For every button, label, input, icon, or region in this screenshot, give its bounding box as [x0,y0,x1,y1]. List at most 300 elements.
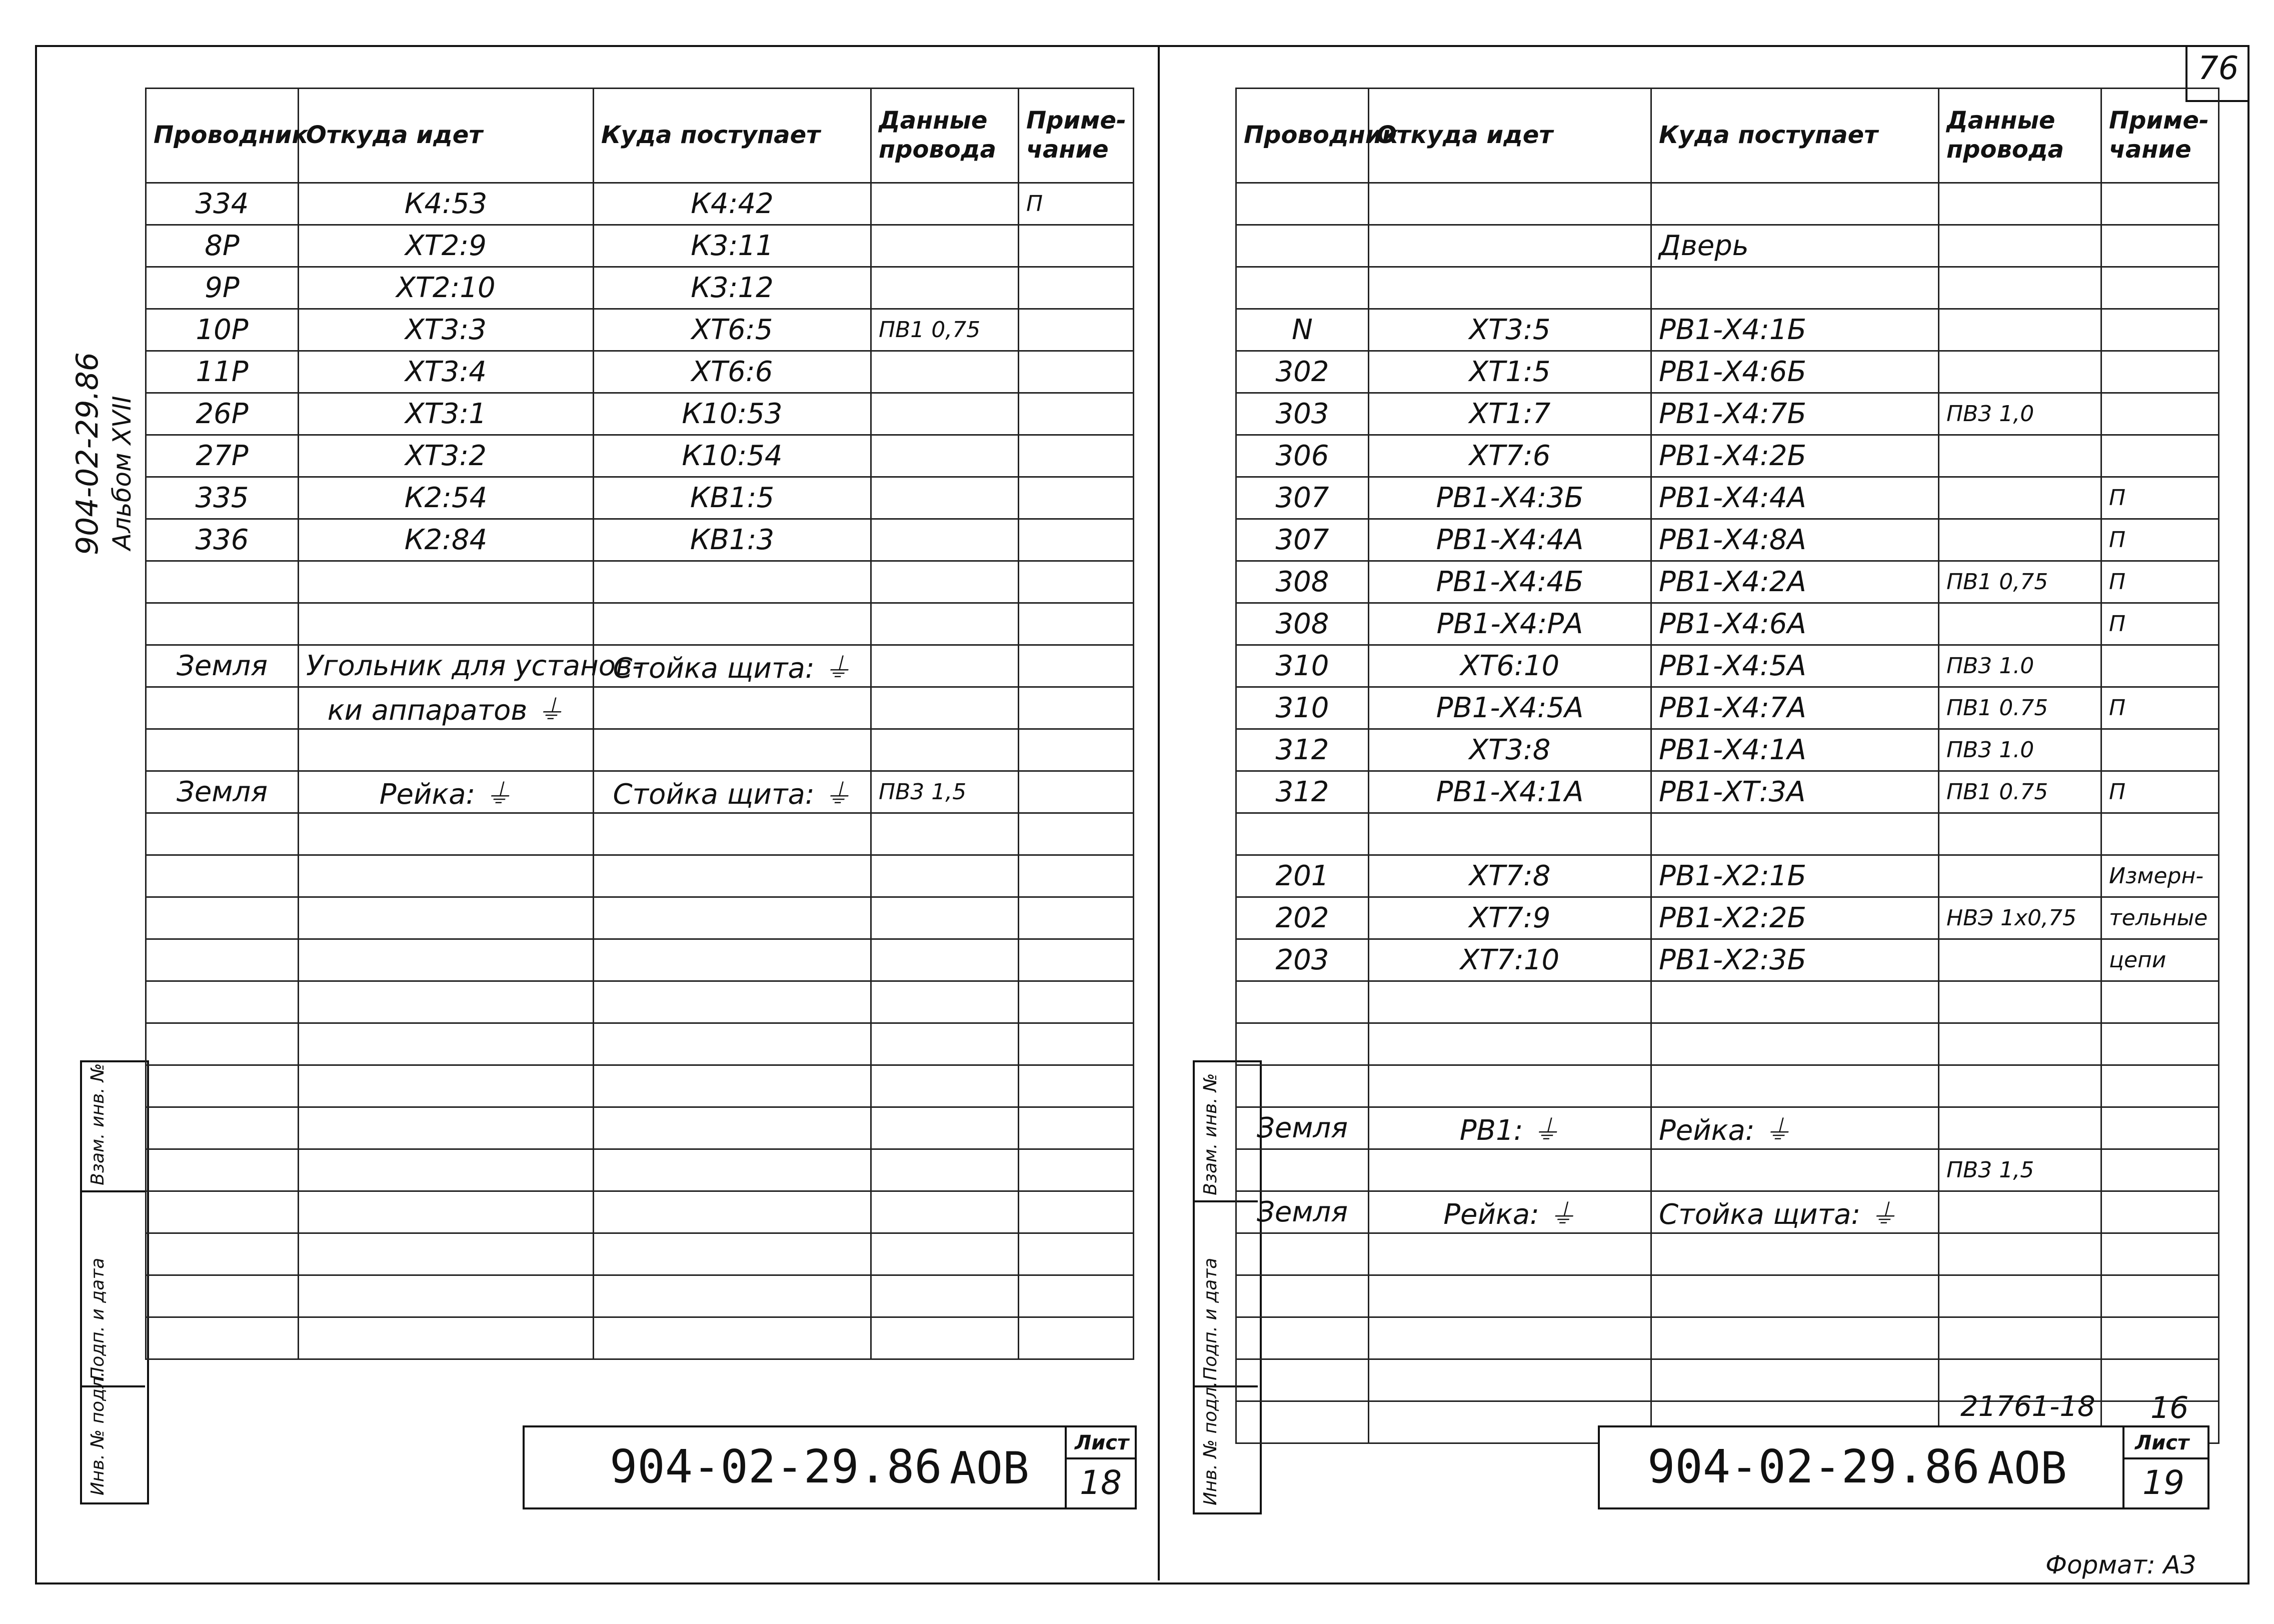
cell-from [299,1065,594,1107]
cell-note [1019,435,1134,477]
cell-note [1019,477,1134,519]
cell-conductor: 203 [1236,939,1369,981]
cell-from [1369,1359,1651,1401]
cell-to [594,1023,871,1065]
cell-from [1369,1065,1651,1107]
cell-from: ХТ6:10 [1369,645,1651,687]
cell-from: ХТ2:10 [299,267,594,309]
cell-wire-data [871,1317,1019,1359]
cell-to [1651,267,1939,309]
table-row [1236,1149,2219,1191]
cell-conductor: 310 [1236,687,1369,729]
cell-wire-data [871,729,1019,771]
table-row [1236,645,2219,687]
cell-note [1019,855,1134,897]
cell-conductor [1236,1359,1369,1401]
cell-wire-data [871,561,1019,603]
cell-from [1369,1233,1651,1275]
cell-note [1019,1317,1134,1359]
cell-from: РВ1-Х4:5А [1369,687,1651,729]
table-row [146,393,1134,435]
cell-note [2101,1275,2219,1317]
cell-from [299,1023,594,1065]
cell-wire-data [871,267,1019,309]
cell-note [2101,183,2219,225]
cell-note [1019,687,1134,729]
table-row [1236,687,2219,729]
header-conductor: Проводник [146,89,299,183]
cell-to: Стойка щита: ⏚ [1651,1191,1939,1233]
table-row [1236,1023,2219,1065]
cell-to: КВ1:5 [594,477,871,519]
cell-from: РВ1-Х4:3Б [1369,477,1651,519]
table-row [146,435,1134,477]
cell-note: П [2101,561,2219,603]
table-row [1236,267,2219,309]
cell-wire-data [871,1107,1019,1149]
cell-to [594,561,871,603]
cell-wire-data [1939,267,2101,309]
cell-to [594,1149,871,1191]
cell-to [594,1233,871,1275]
cell-to: РВ1-Х4:1Б [1651,309,1939,351]
cell-note [2101,645,2219,687]
cell-note [1019,729,1134,771]
cell-to [594,1191,871,1233]
cell-conductor [1236,1065,1369,1107]
header-conductor: Проводник [1236,89,1369,183]
table-row [1236,1233,2219,1275]
cell-from [299,855,594,897]
cell-from: ХТ7:10 [1369,939,1651,981]
cell-to: РВ1-Х2:2Б [1651,897,1939,939]
cell-wire-data [871,1191,1019,1233]
cell-to: РВ1-Х4:1А [1651,729,1939,771]
table-row [146,603,1134,645]
cell-conductor [146,561,299,603]
cell-wire-data: ПВ3 1.0 [1939,729,2101,771]
cell-note [2101,225,2219,267]
stamp-sheet-label: Лист [1075,1431,1129,1454]
table-row [1236,351,2219,393]
cell-wire-data: ПВ3 1,5 [871,771,1019,813]
right-title-stamp [1598,1425,2209,1509]
cell-from: ХТ3:1 [299,393,594,435]
cell-from [1369,981,1651,1023]
table-row [1236,729,2219,771]
cell-note [2101,267,2219,309]
header-from: Откуда идет [299,89,594,183]
cell-wire-data [871,687,1019,729]
header-to: Куда поступает [1651,89,1939,183]
cell-conductor: 302 [1236,351,1369,393]
cell-conductor: 308 [1236,561,1369,603]
cell-conductor [1236,267,1369,309]
cell-from: ХТ3:2 [299,435,594,477]
cell-conductor [146,1275,299,1317]
cell-from: ХТ1:5 [1369,351,1651,393]
cell-note [1019,519,1134,561]
table-row [146,519,1134,561]
cell-note [1019,1149,1134,1191]
cell-to [1651,1233,1939,1275]
cell-wire-data: ПВ3 1,0 [1939,393,2101,435]
cell-wire-data [1939,939,2101,981]
cell-to: РВ1-Х4:2Б [1651,435,1939,477]
table-row [1236,1317,2219,1359]
cell-wire-data [1939,855,2101,897]
cell-to [1651,183,1939,225]
cell-from [1369,1023,1651,1065]
cell-from [1369,1317,1651,1359]
side-label-inv-orig: Инв. № подл. [88,1371,108,1495]
cell-note [2101,1107,2219,1149]
cell-conductor [146,897,299,939]
cell-note [2101,1065,2219,1107]
cell-wire-data [871,351,1019,393]
side-label-replace-inv: Взам. инв. № [88,1063,108,1185]
cell-wire-data: ПВ3 1.0 [1939,645,2101,687]
table-row [146,351,1134,393]
cell-wire-data: ПВ1 0.75 [1939,771,2101,813]
cell-conductor: 201 [1236,855,1369,897]
table-row [1236,1065,2219,1107]
cell-note [1019,267,1134,309]
cell-conductor: 308 [1236,603,1369,645]
cell-conductor [1236,1401,1369,1443]
table-row [1236,939,2219,981]
cell-conductor [1236,1233,1369,1275]
cell-conductor: 310 [1236,645,1369,687]
cell-note [1019,225,1134,267]
table-row [1236,981,2219,1023]
cell-wire-data [871,1023,1019,1065]
cell-note [2101,1191,2219,1233]
table-row [1236,1107,2219,1149]
table-row [146,855,1134,897]
cell-wire-data [1939,309,2101,351]
cell-conductor: Земля [146,645,299,687]
cell-from [1369,1275,1651,1317]
cell-note: П [2101,687,2219,729]
cell-conductor [146,813,299,855]
cell-to [1651,981,1939,1023]
order-number: 21761-18 [1960,1390,2095,1423]
side-caption-album: Альбом XVII [108,396,137,550]
cell-conductor: 26Р [146,393,299,435]
cell-note: П [2101,477,2219,519]
cell-note [1019,1023,1134,1065]
table-header-row [1236,89,2219,183]
stamp-code: 904-02-29.86 [610,1440,942,1493]
cell-from: ХТ3:5 [1369,309,1651,351]
table-row [146,1023,1134,1065]
cell-from: ХТ3:8 [1369,729,1651,771]
cell-wire-data [871,1065,1019,1107]
stamp-mark: АОВ [950,1442,1029,1494]
header-note: Приме-чание [2101,89,2219,183]
cell-wire-data [1939,351,2101,393]
cell-from: ки аппаратов ⏚ [299,687,594,729]
cell-note [1019,813,1134,855]
cell-to: Дверь [1651,225,1939,267]
page-number: 76 [2198,50,2239,87]
table-row [1236,897,2219,939]
cell-wire-data [871,225,1019,267]
cell-note [2101,1149,2219,1191]
cell-from [299,1107,594,1149]
cell-to: РВ1-ХТ:3А [1651,771,1939,813]
table-row [146,1317,1134,1359]
format-label: Формат: А3 [2045,1550,2196,1579]
header-note: Приме-чание [1019,89,1134,183]
table-row [1236,771,2219,813]
cell-to: КВ1:3 [594,519,871,561]
cell-from: РВ1-Х4:1А [1369,771,1651,813]
cell-conductor [146,1065,299,1107]
cell-note [1019,603,1134,645]
cell-note [2101,435,2219,477]
table-row [146,225,1134,267]
cell-note [1019,1233,1134,1275]
cell-to: К4:42 [594,183,871,225]
table-row [1236,1275,2219,1317]
table-row [1236,603,2219,645]
cell-from: РВ1-Х4:4А [1369,519,1651,561]
cell-to [1651,1317,1939,1359]
cell-conductor: 9Р [146,267,299,309]
table-row [146,477,1134,519]
table-row [1236,813,2219,855]
cell-wire-data: ПВ1 0,75 [871,309,1019,351]
cell-conductor [146,1317,299,1359]
table-row [146,645,1134,687]
cell-conductor: 307 [1236,519,1369,561]
cell-wire-data [1939,435,2101,477]
cell-conductor [1236,1275,1369,1317]
table-row [146,813,1134,855]
cell-to: РВ1-Х2:1Б [1651,855,1939,897]
cell-conductor [1236,813,1369,855]
cell-to [594,813,871,855]
cell-from [299,1275,594,1317]
cell-wire-data [871,1275,1019,1317]
cell-to [1651,813,1939,855]
cell-wire-data [1939,1065,2101,1107]
cell-to [1651,1149,1939,1191]
table-row [146,1275,1134,1317]
cell-from: ХТ7:8 [1369,855,1651,897]
cell-to: К10:54 [594,435,871,477]
cell-wire-data [871,435,1019,477]
stamp-sheet-number: 18 [1080,1463,1122,1502]
cell-from: РВ1-Х4:4Б [1369,561,1651,603]
left-wiring-table [145,88,1134,1360]
cell-from [1369,1149,1651,1191]
cell-wire-data [1939,1191,2101,1233]
cell-wire-data [1939,813,2101,855]
sheet-divider [1158,45,1160,1580]
cell-note [1019,1065,1134,1107]
cell-from [299,981,594,1023]
cell-note [2101,1023,2219,1065]
cell-to: Стойка щита: ⏚ [594,771,871,813]
cell-note [1019,1191,1134,1233]
cell-to: К3:12 [594,267,871,309]
cell-note [1019,939,1134,981]
cell-from: ХТ7:9 [1369,897,1651,939]
cell-note [1019,645,1134,687]
cell-conductor: 307 [1236,477,1369,519]
cell-conductor [146,1107,299,1149]
cell-to [1651,1359,1939,1401]
cell-conductor [1236,1023,1369,1065]
cell-wire-data [871,813,1019,855]
table-row [146,687,1134,729]
cell-to: РВ1-Х4:5А [1651,645,1939,687]
cell-wire-data [871,519,1019,561]
table-row [1236,435,2219,477]
cell-note [2101,981,2219,1023]
cell-to: РВ1-Х4:7Б [1651,393,1939,435]
cell-from: РВ1-Х4:РА [1369,603,1651,645]
table-row [146,939,1134,981]
cell-note [2101,309,2219,351]
cell-to: РВ1-Х4:2А [1651,561,1939,603]
table-row [1236,477,2219,519]
table-row [146,1107,1134,1149]
cell-from [299,1317,594,1359]
cell-to [594,897,871,939]
table-row [1236,225,2219,267]
table-row [1236,855,2219,897]
cell-wire-data [871,1233,1019,1275]
table-row [146,183,1134,225]
cell-note: П [2101,603,2219,645]
cell-wire-data [1939,603,2101,645]
cell-conductor [1236,1317,1369,1359]
table-row [146,771,1134,813]
table-row [146,897,1134,939]
cell-wire-data [871,939,1019,981]
cell-conductor: 312 [1236,771,1369,813]
cell-wire-data [1939,1275,2101,1317]
cell-wire-data: НВЭ 1х0,75 [1939,897,2101,939]
cell-note [2101,729,2219,771]
cell-note [1019,897,1134,939]
header-wire-data: Данные провода [871,89,1019,183]
header-wire-data: Данные провода [1939,89,2101,183]
table-row [146,1233,1134,1275]
cell-wire-data: ПВ1 0.75 [1939,687,2101,729]
cell-conductor [146,603,299,645]
table-row [146,561,1134,603]
cell-conductor [1236,225,1369,267]
cell-to: ХТ6:5 [594,309,871,351]
cell-note [1019,309,1134,351]
table-row [146,981,1134,1023]
cell-to [594,687,871,729]
table-row [1236,309,2219,351]
header-to: Куда поступает [594,89,871,183]
cell-note: цепи [2101,939,2219,981]
cell-from: Рейка: ⏚ [299,771,594,813]
cell-wire-data [1939,225,2101,267]
table-row [1236,561,2219,603]
cell-to: Рейка: ⏚ [1651,1107,1939,1149]
table-row [146,1191,1134,1233]
cell-note [1019,393,1134,435]
side-label-sign-date: Подп. и дата [1200,1257,1221,1380]
cell-conductor [146,1233,299,1275]
cell-to: ХТ6:6 [594,351,871,393]
cell-wire-data [871,183,1019,225]
cell-conductor: 27Р [146,435,299,477]
cell-to [594,603,871,645]
cell-wire-data [1939,519,2101,561]
cell-conductor [146,855,299,897]
cell-note [2101,1317,2219,1359]
cell-to [594,1317,871,1359]
cell-note [1019,1107,1134,1149]
cell-from [299,729,594,771]
cell-note [2101,393,2219,435]
cell-conductor: 306 [1236,435,1369,477]
cell-from [299,813,594,855]
table-row [146,729,1134,771]
stamp-sheet-label: Лист [2135,1431,2189,1454]
table-row [146,309,1134,351]
side-label-inv-orig: Инв. № подл. [1200,1381,1221,1505]
cell-conductor [146,1023,299,1065]
cell-note [1019,351,1134,393]
cell-to [1651,1275,1939,1317]
cell-from [299,897,594,939]
cell-wire-data [871,603,1019,645]
cell-to: К3:11 [594,225,871,267]
cell-to: РВ1-Х4:4А [1651,477,1939,519]
cell-note: Измерн- [2101,855,2219,897]
cell-wire-data [1939,981,2101,1023]
cell-from: Угольник для установ- [299,645,594,687]
cell-note: П [2101,771,2219,813]
cell-conductor [146,1149,299,1191]
cell-from [299,1191,594,1233]
table-row [146,267,1134,309]
left-title-stamp [523,1425,1137,1509]
stamp-sheet-number: 19 [2142,1463,2184,1502]
cell-to: РВ1-Х4:6Б [1651,351,1939,393]
cell-conductor: 202 [1236,897,1369,939]
cell-wire-data [871,393,1019,435]
stamp-code: 904-02-29.86 [1647,1440,1980,1493]
cell-from [1369,225,1651,267]
stamp-mark: АОВ [1987,1442,2067,1494]
cell-conductor: Земля [146,771,299,813]
table-row [1236,393,2219,435]
cell-to [594,981,871,1023]
cell-from: ХТ1:7 [1369,393,1651,435]
cell-to: РВ1-Х4:6А [1651,603,1939,645]
cell-conductor: 8Р [146,225,299,267]
cell-to: РВ1-Х4:7А [1651,687,1939,729]
cell-from: ХТ3:3 [299,309,594,351]
cell-from: ХТ2:9 [299,225,594,267]
cell-from [1369,267,1651,309]
cell-wire-data [871,477,1019,519]
table-row [1236,183,2219,225]
cell-to [594,1275,871,1317]
